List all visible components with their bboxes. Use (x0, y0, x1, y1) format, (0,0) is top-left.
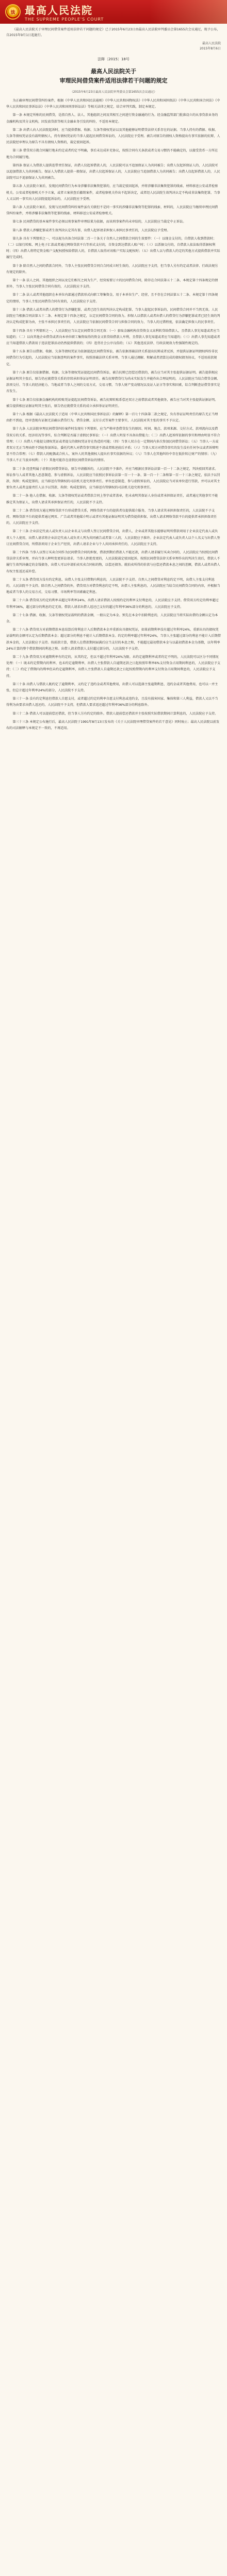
article-paragraph: 第十条 除自然人之间的借款合同外，当事人主张民间借贷合同自合同成立时生效的，人民法院应予支持，但当事人另有约定或者法律、行政法规另有规定的除外。 (6, 264, 218, 274)
site-name-en: THE SUPREME PEOPLE'S COURT (25, 17, 104, 22)
document-note: （2015年6月23日最高人民法院审判委员会第1655次会议通过） (70, 91, 157, 94)
document-body (0, 98, 227, 732)
article-paragraph: 第十六条 原告仅依据借据、收据、欠条等债权凭证提起民间借贷诉讼，被告抗辩已经偿还借款的，被告应当对其主张提供证据证明。被告提供相应证据证明其主张后，原告仍应就借贷关系的存续承担举证证明责任。被告抗辩借贷行为尚未实际发生并能作出合理说明的，人民法院应当结合借贷金额、款项交付、当事人的经济能力、当地或者当事人之间的交易方式、交易习惯、当事人财产变动情况以及证人证言等事实和因素，综合判断查证借贷事实是否发生。 (6, 370, 220, 394)
article-paragraph: 第四条 保证人为借款人提供连带责任保证，出借人仅起诉借款人的，人民法院可以不追加保证人为共同被告；出借人仅起诉保证人的，人民法院可以追加借款人为共同被告。保证人为借款人提供一般保证，出借人仅起诉保证人的，人民法院应当追加借款人为共同被告；出借人仅起诉借款人的，人民法院可以不追加保证人为共同被告。 (6, 163, 220, 180)
article-paragraph: 第十七条 原告仅依据金融机构的转账凭证提起民间借贷诉讼，被告抗辩转账系偿还双方之前借款或者其他债务，被告应当对其主张提供证据证明。被告提供相应证据证明其主张后，原告仍应就借贷关系的成立承担举证证明责任。 (6, 398, 218, 408)
document-title-line1: 最高人民法院关于 (91, 68, 136, 75)
article-paragraph: 第十八条 根据《最高人民法院关于适用〈中华人民共和国民事诉讼法〉的解释》第一百七十四条第二款之规定，负有举证证明责任的原告无正当理由拒不到庭，经审查现有证据无法确认借贷行为、借贷金额、支付方式等案件主要事实，人民法院对其主张的事实不予认定。 (6, 412, 218, 423)
article-paragraph: 第十四条 具有下列情形之一，人民法院应当认定民间借贷合同无效：（一）套取金融机构信贷资金又高利转贷给借款人，且借款人事先知道或者应当知道的；（二）以向其他企业借贷或者向本单位职工集资取得的资金又转贷给借款人牟利，且借款人事先知道或者应当知道的；（三）出借人事先知道或者应当知道借款人借款用于违法犯罪活动仍然提供借款的；（四）违背社会公序良俗的；（五）其他违反法律、行政法规效力性强制性规定的。 (6, 329, 220, 345)
signer: 最高人民法院 (202, 42, 221, 45)
document-title (0, 67, 227, 86)
court-emblem-icon (5, 4, 21, 20)
article-paragraph: 第八条 借款人涉嫌犯罪或者生效判决认定其有罪，出借人起诉请求担保人承担民事责任的，人民法院应予受理。 (12, 228, 170, 232)
article-paragraph: 第十三条 借款人或者出借人的借贷行为涉嫌犯罪，或者已经生效的判决认定构成犯罪，当事人提起民事诉讼的，民间借贷合同并不当然无效。人民法院应当根据合同法第五十二条、本规定第十四条之规定，认定民间借贷合同的效力。担保人以借款人或者出借人的借贷行为涉嫌犯罪或者已经生效的判决认定构成犯罪为由，主张不承担民事责任的，人民法院应当依据民间借贷合同与担保合同的效力、当事人的过错程度，依法确定担保人的民事责任。 (6, 308, 220, 325)
article-paragraph: 第十五条 原告以借据、收据、欠条等债权凭证为依据提起民间借贷诉讼，被告依据基础法律关系提出抗辩或者反诉，并提供证据证明债权纠纷非民间借贷行为引起的，人民法院应当依据查明的案件事实，按照基础法律关系审理。当事人通过调解、和解或者清算达成的债权债务协议，不适用前款规定。 (6, 350, 218, 366)
article-paragraph: 第二十九条 借贷双方对逾期利率有约定的，从其约定，但以不超过年利率24%为限。未约定逾期利率或者约定不明的，人民法院可以区分不同情况处理：（一）既未约定借期内的利率，也未约定逾期利率，出借人主张借款人自逾期还款之日起按照年利率6%支付资金占用期间利息的，人民法院应予支持；（二）约定了借期内的利率但未约定逾期利率，出借人主张借款人自逾期还款之日起按照借期内的利率支付资金占用期间利息的，人民法院应予支持。 (6, 655, 221, 678)
announcement-text: 《最高人民法院关于审理民间借贷案件适用法律若干问题的规定》已于2015年6月23日由最高人民法院审判委员会第1655次会议通过，现予公布，自2015年9月1日起施行。 (6, 28, 220, 37)
emblem-text: 法 (10, 10, 15, 15)
article-paragraph: 第二十条 经查明属于虚假民间借贷诉讼，原告申请撤诉的，人民法院不予准许，并应当根据民事诉讼法第一百一十二条之规定，判决驳回其请求。诉讼参与人或者其他人恶意制造、参与虚假诉讼，人民法院应当依照民事诉讼法第一百一十一条、第一百一十二条和第一百一十三条之规定，依法予以罚款、拘留；构成犯罪的，应当移送有管辖权的司法机关追究刑事责任。单位恶意制造、参与虚假诉讼的，人民法院应当对该单位进行罚款，并可以对其主要负责人或者直接责任人员予以罚款、拘留；构成犯罪的，应当移送有管辖权的司法机关追究刑事责任。 (6, 467, 220, 490)
article-paragraph: 第十九条 人民法院审理民间借贷纠纷案件时发现有下列情形，应当严格审查借贷发生的原因、时间、地点、款项来源、交付方式、款项流向以及借贷双方的关系、经济状况等事实，综合判断是否属于虚假民事诉讼：（一）出借人明显不具备出借能力；（二）出借人起诉所依据的事实和理由明显不符合常理；（三）出借人不能提交债权凭证或者提交的债权凭证存在伪造的可能；（四）当事人双方在一定期间内多次参加民间借贷诉讼；（五）当事人一方或者双方无正当理由拒不到庭参加诉讼，委托代理人对借贷事实陈述不清或者陈述前后矛盾；（六）当事人双方对借贷事实的发生没有任何争议或者诉辩明显不符合常理；（七）借款人的配偶或合伙人、案外人的其他债权人提出有事实依据的异议；（八）当事人在其他纠纷中存在低价转让财产的情形；（九）当事人不正当放弃权利；（十）其他可能存在虚假民间借贷诉讼的情形。 (6, 427, 220, 463)
announcement-signature (0, 41, 227, 52)
article-paragraph: 第三条 借贷双方就合同履行地未约定或者约定不明确，事后未达成补充协议，按照合同有关条款或者交易习惯仍不能确定的，以接受货币一方所在地为合同履行地。 (6, 149, 218, 159)
article-paragraph: 第二十七条 借据、收据、欠条等债权凭证载明的借款金额，一般认定为本金。预先在本金中扣除利息的，人民法院应当将实际出借的金额认定为本金。 (6, 613, 218, 624)
article-paragraph: 第五条 人民法院立案后，发现民间借贷行为本身涉嫌非法集资犯罪的，应当裁定驳回起诉，并将涉嫌非法集资犯罪的线索、材料移送公安或者检察机关。公安或者检察机关不予立案，或者立案侦查后撤销案件，或者检察机关作出不起诉决定，或者经人民法院生效判决认定不构成非法集资犯罪，当事人又以同一事实向人民法院提起诉讼的，人民法院应予受理。 (6, 184, 220, 201)
article-paragraph: 第一条 本规定所称的民间借贷，是指自然人、法人、其他组织之间及其相互之间进行资金融通的行为。经金融监管部门批准设立的从事贷款业务的金融机构及其分支机构，因发放贷款等相关金融业务引发的纠纷，不适用本规定。 (6, 113, 218, 124)
banner-decoration (150, 0, 227, 24)
article-paragraph: 第三十条 出借人与借款人既约定了逾期利率，又约定了违约金或者其他费用，出借人可以选择主张逾期利息、违约金或者其他费用，也可以一并主张，但总计超过年利率24%的部分，人民法院不予支持。 (6, 682, 218, 693)
preamble-paragraph: 为正确审理民间借贷纠纷案件，根据《中华人民共和国民法通则》《中华人民共和国物权法》《中华人民共和国担保法》《中华人民共和国合同法》《中华人民共和国民事诉讼法》《中华人民共和国刑事诉讼法》等相关法律之规定，结合审判实践，制定本规定。 (6, 99, 220, 109)
announcement (0, 24, 227, 41)
document-title-line2: 审理民间借贷案件适用法律若干问题的规定 (59, 77, 168, 84)
article-paragraph: 第二十四条 当事人以签订买卖合同作为民间借贷合同的担保，借款到期后借款人不能还款，出借人请求履行买卖合同的，人民法院应当按照民间借贷法律关系审理，并向当事人释明变更诉讼请求。当事人拒绝变更的，人民法院裁定驳回起诉。按照民间借贷法律关系审理作出的判决生效后，借款人不履行生效判决确定的金钱债务，出借人可以申请拍卖买卖合同标的物，以偿还债务。就拍卖所得的价款与应偿还借款本息之间的差额，借款人或者出借人有权主张返还或补偿。 (6, 551, 220, 573)
site-name-cn: 最高人民法院 (25, 4, 93, 16)
article-paragraph: 第七条 民间借贷的基本案件事实必须以刑事案件审理结果为依据，而该刑事案件尚未审结的，人民法院应当裁定中止诉讼。 (12, 220, 186, 224)
announcement-date: 2015年8月6日 (200, 47, 221, 50)
article-paragraph: 第二十五条 借贷双方没有约定利息，出借人主张支付借期内利息的，人民法院不予支持。自然人之间借贷对利息约定不明，出借人主张支付利息的，人民法院不予支持。除自然人之间借贷的外，借贷双方对借贷利息约定不明，出借人主张利息的，人民法院应当结合民间借贷合同的内容，并根据当地或者当事人的交易方式、交易习惯、市场利率等因素确定利息。 (6, 578, 220, 595)
article-paragraph: 第三十二条 借款人可以提前偿还借款，但当事人另有约定的除外。借款人提前偿还借款并主张按照实际借款期间计算利息的，人民法院应予支持。 (12, 711, 218, 716)
site-titles (25, 2, 104, 22)
article-paragraph: 第二十六条 借贷双方约定的利率未超过年利率24%，出借人请求借款人按照约定的利率支付利息的，人民法院应予支持。借贷双方约定的利率超过年利率36%，超过部分的利息约定无效。借款人请求出借人返还已支付的超过年利率36%部分的利息的，人民法院应予支持。 (6, 599, 219, 609)
article-paragraph: 第六条 人民法院立案后，发现与民间借贷纠纷案件虽有关联但不是同一事实的涉嫌非法集资等犯罪的线索、材料的，人民法院应当继续审理民间借贷纠纷案件，并将涉嫌非法集资等犯罪的线索、材料移送公安或者检察机关。 (6, 206, 218, 216)
article-paragraph: 第二十一条 他人在借据、收据、欠条等债权凭证或者借款合同上签字或者盖章，但未表明其保证人身份或者承担保证责任，或者通过其他事实不能推定其为保证人，出借人请求其承担保证责任的，人民法院不予支持。 (6, 494, 218, 504)
article-paragraph: 第二条 出借人向人民法院起诉时，应当提供借据、收据、欠条等债权凭证以及其他能够证明借贷法律关系存在的证据。当事人持有的借据、收据、欠条等债权凭证没有载明债权人，持有债权凭证的当事人提起民间借贷诉讼的，人民法院应予受理。被告对原告的债权人资格提出有事实依据的抗辩，人民法院经审理认为原告不具有债权人资格的，裁定驳回起诉。 (6, 128, 220, 145)
article-paragraph: 第二十三条 企业法定代表人或负责人以企业名义与出借人签订民间借贷合同，出借人、企业或者其股东能够证明所借款项用于企业法定代表人或负责人个人使用，出借人请求将企业法定代表人或负责人列为共同被告或者第三人的，人民法院应予准许。企业法定代表人或负责人以个人名义与出借人签订民间借贷合同，所借款项用于企业生产经营，出借人请求企业与个人共同承担责任的，人民法院应予支持。 (6, 530, 220, 546)
article-paragraph: 第二十二条 借贷双方通过网络贷款平台形成借贷关系，网络贷款平台的提供者仅提供媒介服务，当事人请求其承担担保责任的，人民法院不予支持。网络贷款平台的提供者通过网页、广告或者其他媒介明示或者有其他证据证明其为借贷提供担保，出借人请求网络贷款平台的提供者承担担保责任的，人民法院应予支持。 (6, 509, 217, 526)
article-paragraph: 第十二条 法人或者其他组织在本单位内部通过借款形式向职工筹集资金，用于本单位生产、经营，且不存在合同法第五十二条、本规定第十四条规定的情形，当事人主张民间借贷合同有效的，人民法院应予支持。 (6, 293, 218, 303)
header-banner (0, 0, 227, 24)
article-paragraph: 第九条 具有下列情形之一，可以视为具备合同法第二百一十条关于自然人之间借款合同的生效要件：（一）以现金支付的，自借款人收到借款时；（二）以银行转账、网上电子汇款或者通过网络贷款平台等形式支付的，自资金到达借款人账户时；（三）以票据交付的，自借款人依法取得票据权利时；（四）出借人将特定资金账户支配权授权给借款人的，自借款人取得对该账户实际支配权时；（五）出借人以与借款人约定的其他方式提供借款并实际履行完成时。 (6, 236, 220, 260)
article-paragraph: 第十一条 法人之间、其他组织之间以及它们相互之间为生产、经营需要订立的民间借贷合同，除存在合同法第五十二条、本规定第十四条规定的情形外，当事人主张民间借贷合同有效的，人民法院应予支持。 (6, 279, 218, 289)
article-paragraph: 第三十一条 没有约定利息但借款人自愿支付，或者超过约定的利率自愿支付利息或违约金，且没有损害国家、集体和第三人利益，借款人又以不当得利为由要求出借人返还的，人民法院不予支持，但借款人要求返还超过年利率36%部分的利息除外。 (6, 697, 218, 707)
article-paragraph: 第三十三条 本规定公布施行后，最高人民法院于1991年8月13日发布的《关于人民法院审理借贷案件的若干意见》同时废止；最高人民法院以前发布的司法解释与本规定不一致的，不再适用。 (6, 720, 220, 731)
article-paragraph: 第二十八条 借贷双方对前期借款本息结算后将利息计入后期借款本金并重新出具债权凭证，如果前期利率没有超过年利率24%，重新出具的债权凭证载明的金额可认定为后期借款本金；超过部分的利息不能计入后期借款本金。约定的利率超过年利率24%，当事人主张超过部分的利息不能计入后期借款本金的，人民法院应予支持。按前款计算，借款人在借款期间届满后应当支付的本息之和，不能超过最初借款本金与以最初借款本金为基数，以年利率24%计算的整个借款期间的利息之和。出借人请求借款人支付超过部分的，人民法院不予支持。 (6, 628, 221, 651)
document-number: 法释〔2015〕18号 (98, 57, 129, 61)
